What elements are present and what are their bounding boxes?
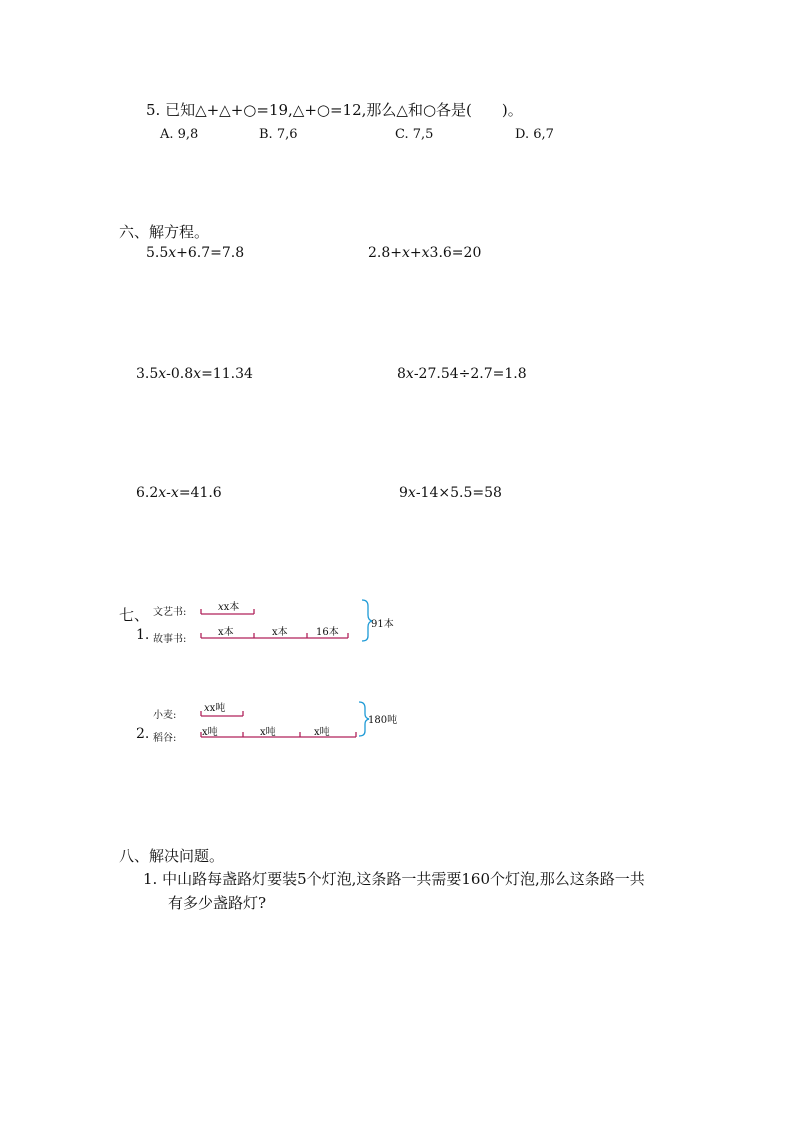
diagram1-row1-label: 文艺书: <box>153 607 187 618</box>
equation-3: 3.5x-0.8x=11.34 <box>136 366 253 382</box>
q5-option-c: C. 7,5 <box>395 127 434 142</box>
diagram1-row2-seg3-label: 16本 <box>316 627 339 638</box>
section-8-title: 八、解决问题。 <box>119 847 225 865</box>
diagram2-row1-label: 小麦: <box>153 710 177 721</box>
equation-2: 2.8+x+x3.6=20 <box>368 245 482 261</box>
diagram2-row2-seg3-label: x吨 <box>314 727 330 738</box>
problem-1-line-1: 1. 中山路每盏路灯要装5个灯泡,这条路一共需要160个灯泡,那么这条路一共 <box>143 870 645 888</box>
q5-option-a: A. 9,8 <box>160 127 199 142</box>
diagram2-row2-seg1-label: x吨 <box>202 727 218 738</box>
d1-brace <box>362 600 372 641</box>
section-7-title: 七、 <box>119 606 150 624</box>
diagram2-number: 2. <box>136 726 150 742</box>
equation-6: 9x-14×5.5=58 <box>399 485 502 501</box>
equation-1: 5.5x+6.7=7.8 <box>146 245 245 261</box>
diagram1-row2-seg1-label: x本 <box>218 627 234 638</box>
equation-4: 8x-27.54÷2.7=1.8 <box>397 366 527 382</box>
diagram2-row2-seg2-label: x吨 <box>260 727 276 738</box>
diagram1-row1-seg-label: xx本 <box>218 602 240 613</box>
diagram1-row2-label: 故事书: <box>153 634 187 645</box>
diagram2-total: 180吨 <box>368 715 398 726</box>
diagram2-row1-seg-label: xx吨 <box>204 703 226 714</box>
section-6-title: 六、解方程。 <box>119 223 210 241</box>
diagram1-number: 1. <box>136 627 150 643</box>
equation-5: 6.2x-x=41.6 <box>136 485 222 501</box>
q5-option-d: D. 6,7 <box>515 127 554 142</box>
diagram1-row2-seg2-label: x本 <box>272 627 288 638</box>
q5-text: 5. 已知△+△+○=19,△+○=12,那么△和○各是( )。 <box>146 101 523 119</box>
q5-option-b: B. 7,6 <box>259 127 298 142</box>
d2-brace <box>359 702 369 736</box>
problem-1-line-2: 有多少盏路灯? <box>168 894 267 912</box>
diagram2-row2-label: 稻谷: <box>153 733 177 744</box>
diagram1-total: 91本 <box>371 619 394 630</box>
